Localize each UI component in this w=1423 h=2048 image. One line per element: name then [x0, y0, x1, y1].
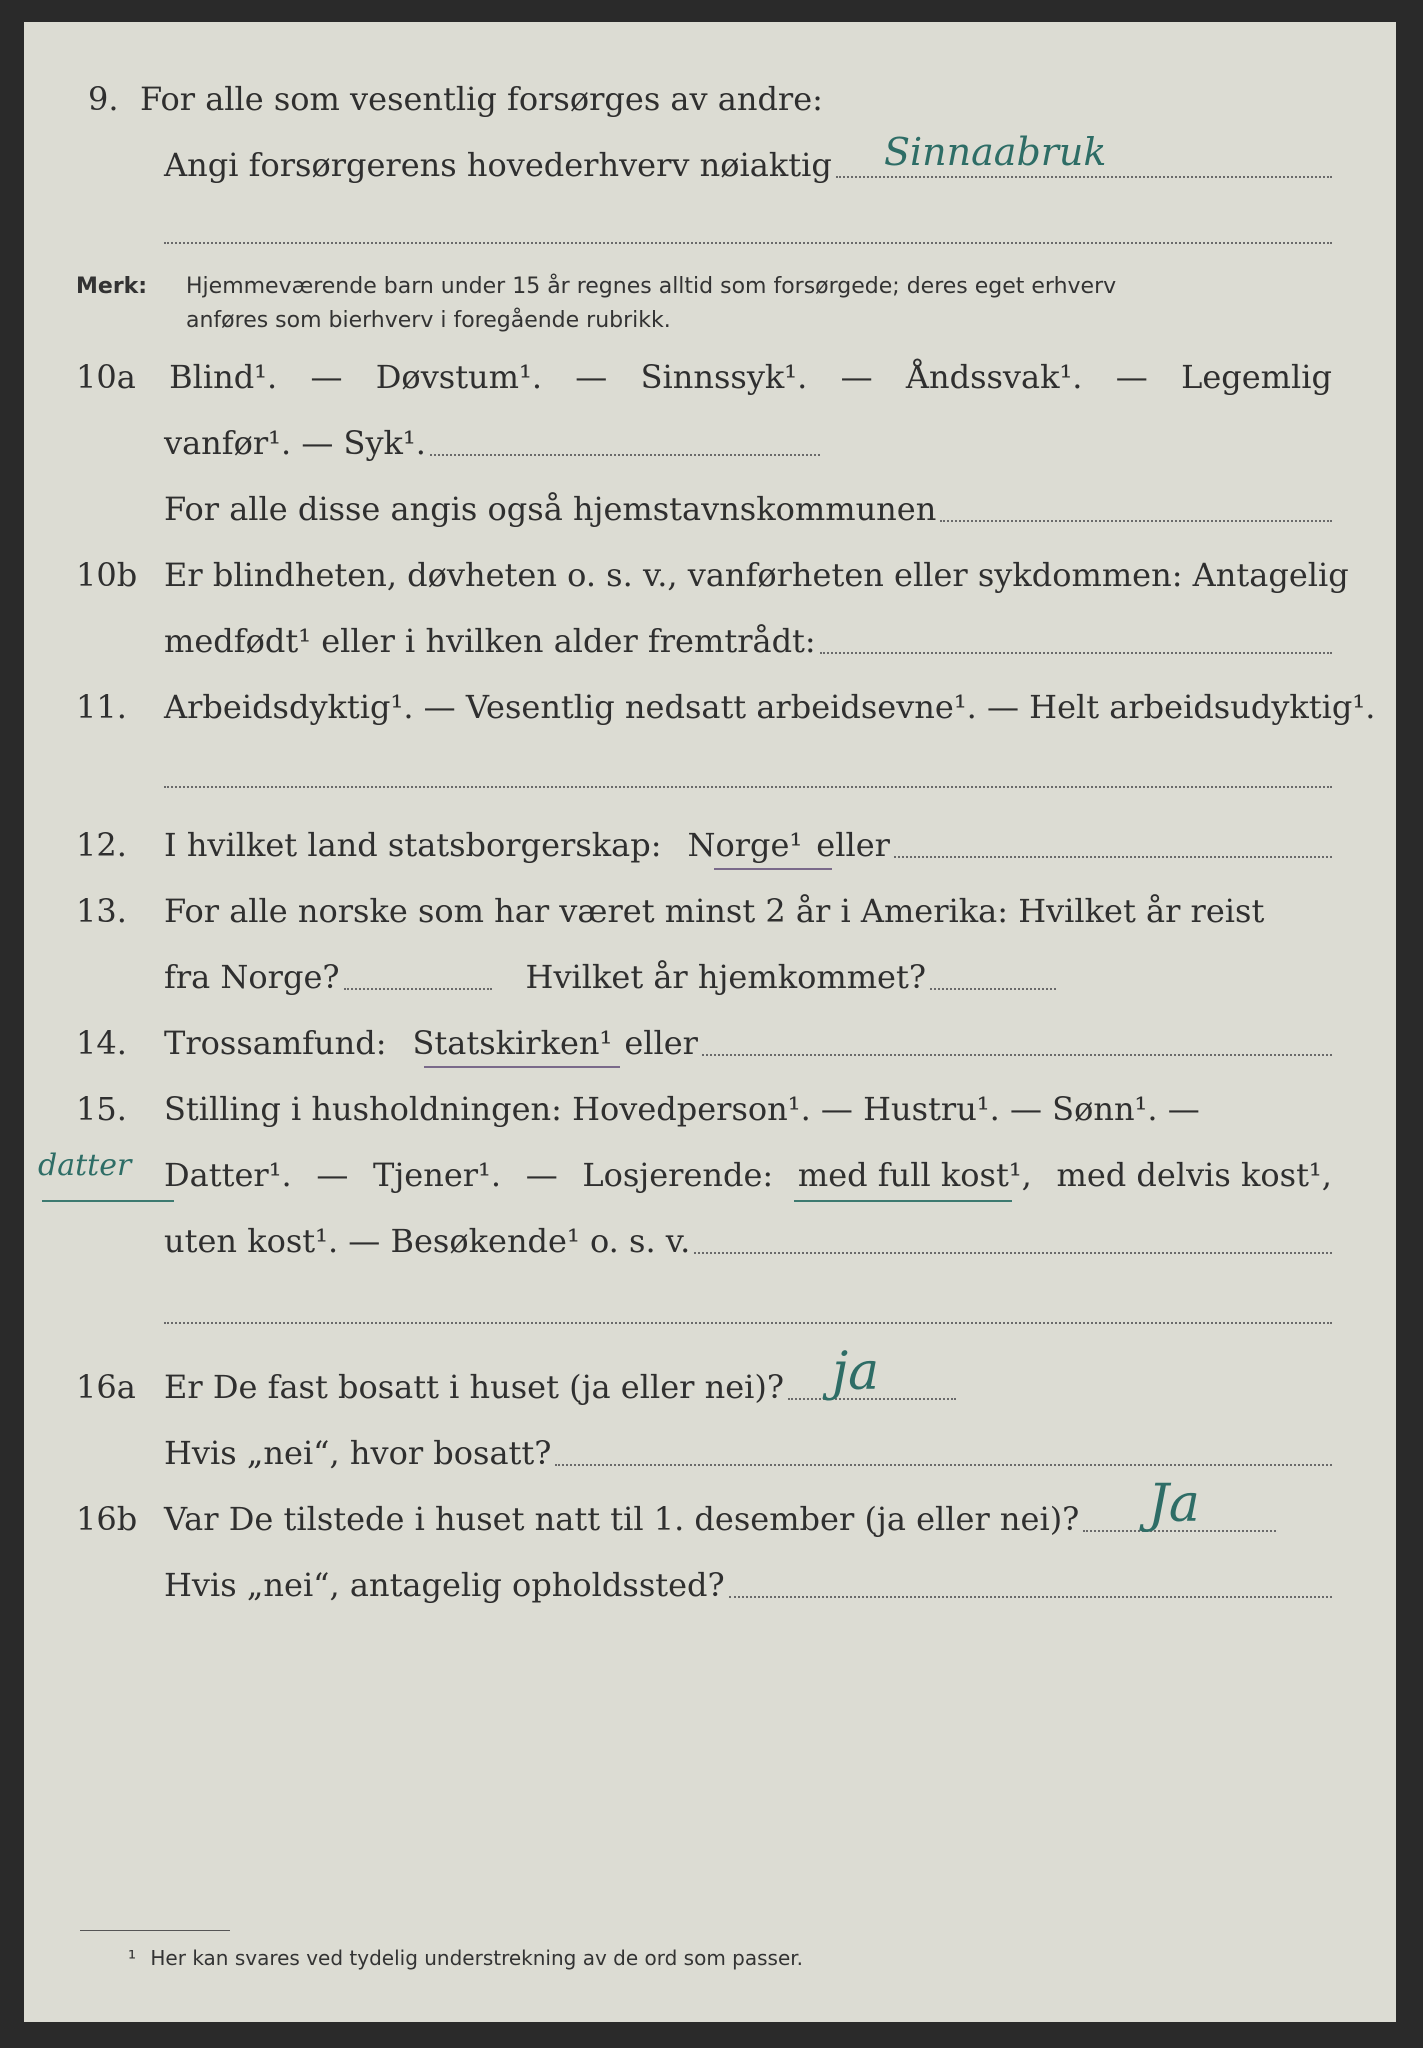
q15-line2 [164, 1156, 1332, 1194]
q10a-item-2: Døvstum¹. [375, 358, 542, 396]
q11-line1 [76, 688, 1375, 726]
q9-answer-line [836, 176, 1332, 178]
q10a-line2 [164, 424, 820, 462]
q11-text: Arbeidsdyktig¹. — Vesentlig nedsatt arbeidsevne¹. — Helt arbeidsudyktig¹. [164, 688, 1376, 726]
q9-line2 [164, 146, 1332, 184]
q12-choice: Norge¹ [687, 826, 803, 864]
q10a-item-0: Blind¹. [169, 358, 278, 396]
q15-item-5: med full kost¹, [797, 1156, 1032, 1194]
q9-text: For alle som vesentlig forsørges av andre: [140, 80, 823, 118]
q9-question: Angi forsørgerens hovederhverv nøiaktig [164, 146, 832, 184]
q9-number: 9. [88, 80, 119, 118]
q14-choice-underline [424, 1066, 620, 1068]
q11-answer-line [164, 786, 1332, 788]
q15-handwritten-answer: datter [38, 1148, 132, 1183]
q15-item-4: Losjerende: [582, 1156, 774, 1194]
q15-item-0: Datter¹. [164, 1156, 292, 1194]
q15-choice-underline [794, 1200, 1012, 1202]
q16a-line1-text: Er De fast bosatt i huset (ja eller nei)? [164, 1368, 785, 1406]
q9-extra-line [164, 242, 1332, 244]
note-label: Merk: [76, 274, 148, 299]
q13-year-returned-line [930, 988, 1056, 990]
q12-answer-line [894, 856, 1332, 858]
q16b-handwritten-answer: Ja [1148, 1474, 1200, 1534]
q10b-line1 [76, 556, 1349, 594]
q15-line3 [164, 1222, 1332, 1260]
q16b-line2-text: Hvis „nei“, antagelig opholdssted? [164, 1566, 725, 1604]
q9-handwritten-answer: Sinnaabruk [884, 130, 1107, 174]
q10a-line2-text: vanfør¹. — Syk¹. [164, 424, 426, 462]
q13-line2 [164, 958, 1056, 996]
q14-pre: Trossamfund: [164, 1024, 387, 1062]
q10a-dash-1: — [310, 358, 343, 396]
q10a-item-4: Sinnssyk¹. [640, 358, 808, 396]
q10b-line2 [164, 622, 1332, 660]
footnote [128, 1946, 803, 1970]
q13-line2b: Hvilket år hjemkommet? [525, 958, 926, 996]
q15-extra-line [164, 1322, 1332, 1324]
q10a-number: 10a [76, 358, 136, 396]
q12-choice-underline [714, 868, 832, 870]
q16b-line1-text: Var De tilstede i huset natt til 1. desember (ja eller nei)? [164, 1500, 1080, 1538]
footnote-mark: ¹ [128, 1946, 137, 1970]
q15-number: 15. [76, 1090, 127, 1128]
q16a-line2 [164, 1434, 1332, 1472]
q16b-number: 16b [76, 1500, 138, 1538]
q10a-line1 [76, 358, 1332, 396]
q11-number: 11. [76, 688, 127, 726]
q14-number: 14. [76, 1024, 127, 1062]
q10a-line3-text: For alle disse angis også hjemstavnskommunen [164, 490, 937, 528]
q10a-item-6: Åndssvak¹. [905, 358, 1083, 396]
q12-pre: I hvilket land statsborgerskap: [164, 826, 662, 864]
q10a-dash-3: — [575, 358, 608, 396]
q10b-line1-text: Er blindheten, døvheten o. s. v., vanførheten eller sykdommen: Antagelig [164, 556, 1349, 594]
q10a-line3-answer-line [940, 520, 1332, 522]
note-line1: Hjemmeværende barn under 15 år regnes alltid som forsørgede; deres eget erhverv [186, 274, 1117, 299]
q16b-line2 [164, 1566, 1332, 1604]
note-line2: anføres som bierhverv i foregående rubrikk. [186, 308, 671, 333]
q13-year-left-line [344, 988, 492, 990]
q16a-line2-text: Hvis „nei“, hvor bosatt? [164, 1434, 552, 1472]
q10b-answer-line [820, 652, 1332, 654]
q12-number: 12. [76, 826, 127, 864]
q12-post: eller [816, 826, 890, 864]
q10b-line2-text: medfødt¹ eller i hvilken alder fremtrådt: [164, 622, 816, 660]
q13-line2a: fra Norge? [164, 958, 340, 996]
q15-answer-line [694, 1252, 1332, 1254]
q14-line1 [76, 1024, 1332, 1062]
q15-line3-text: uten kost¹. — Besøkende¹ o. s. v. [164, 1222, 691, 1260]
q10a-dash-7: — [1115, 358, 1148, 396]
q16a-residence-line [555, 1464, 1332, 1466]
q16a-handwritten-answer: ja [832, 1342, 880, 1402]
footnote-rule [80, 1930, 230, 1931]
q14-answer-line [702, 1054, 1332, 1056]
q10a-line3 [164, 490, 1332, 528]
q16a-line1 [76, 1368, 956, 1406]
q10a-item-8: Legemlig [1181, 358, 1332, 396]
q15-dash-1: — [316, 1156, 349, 1194]
q13-line1-text: For alle norske som har været minst 2 år i Amerika: Hvilket år reist [164, 892, 1265, 930]
q16b-line1 [76, 1500, 1276, 1538]
q15-line1-text: Stilling i husholdningen: Hovedperson¹. — Hustru¹. — Sønn¹. — [164, 1090, 1200, 1128]
q14-post: eller [624, 1024, 698, 1062]
q13-number: 13. [76, 892, 127, 930]
q10b-number: 10b [76, 556, 138, 594]
q15-item-2: Tjener¹. [373, 1156, 502, 1194]
q14-choice: Statskirken¹ [412, 1024, 613, 1062]
q12-line1 [76, 826, 1332, 864]
q15-dash-3: — [525, 1156, 558, 1194]
q10a-line2-answer-line [430, 454, 820, 456]
q16b-location-line [729, 1596, 1332, 1598]
q15-item-6: med delvis kost¹, [1056, 1156, 1332, 1194]
form-page [24, 22, 1396, 2022]
q15-line1 [76, 1090, 1200, 1128]
q10a-dash-5: — [840, 358, 873, 396]
q13-line1 [76, 892, 1264, 930]
q15-answer-underline [42, 1200, 174, 1202]
q16a-number: 16a [76, 1368, 136, 1406]
q9-line1 [88, 80, 823, 118]
footnote-text: Her kan svares ved tydelig understrekning av de ord som passer. [150, 1946, 804, 1970]
